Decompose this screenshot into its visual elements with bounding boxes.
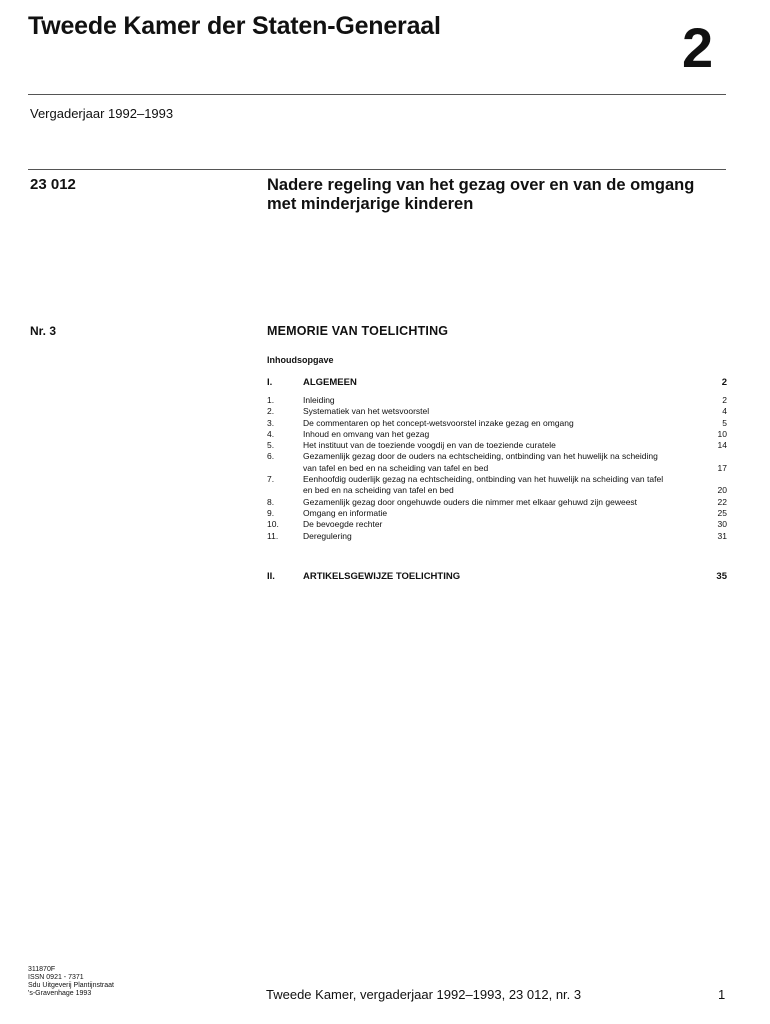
toc-item-number: 3.: [267, 417, 275, 428]
toc-item: [267, 440, 727, 451]
toc-item-page: 10: [717, 428, 727, 439]
toc-item-number: 2.: [267, 406, 275, 417]
toc-item-title: De commentaren op het concept-wetsvoorstel inzake gezag en omgang: [303, 417, 574, 428]
toc-item-number: 9.: [267, 507, 275, 518]
document-nr: Nr. 3: [30, 324, 57, 338]
toc-item-number: 1.: [267, 395, 275, 405]
toc-item: [267, 531, 727, 542]
toc-item-title: Omgang en informatie: [303, 507, 388, 518]
imprint-line: ISSN 0921 - 7371: [28, 974, 84, 981]
toc-item-number: 5.: [267, 440, 275, 451]
document-type: MEMORIE VAN TOELICHTING: [267, 324, 449, 338]
toc-section-label: ALGEMEEN: [303, 377, 357, 388]
toc-item-page: 22: [717, 496, 727, 507]
toc-item-page: 4: [722, 406, 727, 417]
toc-item: [267, 429, 727, 440]
toc-item: [267, 406, 727, 417]
dossier-rule: [28, 169, 726, 170]
toc-item-number: 11.: [267, 530, 279, 541]
toc-section-number: II.: [267, 571, 275, 582]
toc-item: [267, 508, 727, 519]
imprint-line: 311870F: [28, 966, 56, 973]
header-rule: [28, 94, 726, 95]
toc-item-number: 6.: [267, 451, 275, 462]
toc-item-page: 31: [717, 530, 727, 541]
dossier-title: Nadere regeling van het gezag over en van de omgang met minderjarige kinderen: [267, 176, 695, 213]
toc-item-title: Gezamenlijk gezag door ongehuwde ouders die nimmer met elkaar gehuwd zijn geweest: [303, 496, 638, 507]
toc-heading: Inhoudsopgave: [267, 355, 334, 365]
toc-item-title: Eenhoofdig ouderlijk gezag na echtscheiding, ontbinding van het huwelijk na scheiding van tafel en bed en na scheiding van tafel en bed: [303, 474, 664, 496]
imprint-block: [28, 966, 114, 998]
toc-item-page: 25: [717, 507, 727, 518]
toc-item-page: 5: [722, 417, 727, 428]
toc-item-title: Gezamenlijk gezag door de ouders na echtscheiding, ontbinding van het huwelijk na scheiding van tafel en bed en na scheiding van tafel en bed: [303, 451, 658, 473]
toc-item-page: 30: [717, 519, 727, 530]
imprint-line: 's-Gravenhage 1993: [28, 990, 92, 997]
toc-item: [267, 418, 727, 429]
toc-item-title: Inhoud en omvang van het gezag: [303, 428, 430, 439]
toc-item-title: Systematiek van het wetsvoorstel: [303, 406, 430, 417]
toc-item: [267, 451, 727, 474]
toc-items-list: [267, 395, 727, 542]
toc-item-number: 7.: [267, 474, 275, 485]
toc-item-title: De bevoegde rechter: [303, 519, 383, 530]
toc-item-number: 8.: [267, 496, 275, 507]
toc-section-number: I.: [267, 377, 273, 388]
imprint-line: Sdu Uitgeverij Plantijnstraat: [28, 982, 114, 989]
toc-item-title: Inleiding: [303, 395, 335, 405]
dossier-number: 23 012: [30, 176, 76, 193]
document-number: 2: [682, 16, 714, 79]
toc-section-label: ARTIKELSGEWIJZE TOELICHTING: [303, 571, 461, 582]
toc-item: [267, 497, 727, 508]
parliament-title: Tweede Kamer der Staten-Generaal: [28, 12, 441, 40]
toc-item-number: 4.: [267, 428, 275, 439]
toc-item-page: 2: [722, 395, 727, 405]
toc-section-page: 2: [721, 377, 727, 388]
toc-item-title: Het instituut van de toeziende voogdij en van de toeziende curatele: [303, 440, 556, 451]
toc-item-title: Deregulering: [303, 530, 352, 541]
toc-item: [267, 395, 727, 406]
toc-item: [267, 474, 727, 497]
toc-item-page: 14: [717, 440, 727, 451]
toc-item-page: 20: [717, 485, 727, 496]
footer-reference: Tweede Kamer, vergaderjaar 1992–1993, 23 012, nr. 3: [266, 987, 582, 1002]
toc-section-page: 35: [716, 571, 727, 582]
toc-item-page: 17: [717, 462, 727, 473]
toc-item: [267, 519, 727, 530]
session-year: Vergaderjaar 1992–1993: [30, 106, 174, 121]
toc-item-number: 10.: [267, 519, 279, 530]
footer-page-number: 1: [718, 987, 726, 1002]
